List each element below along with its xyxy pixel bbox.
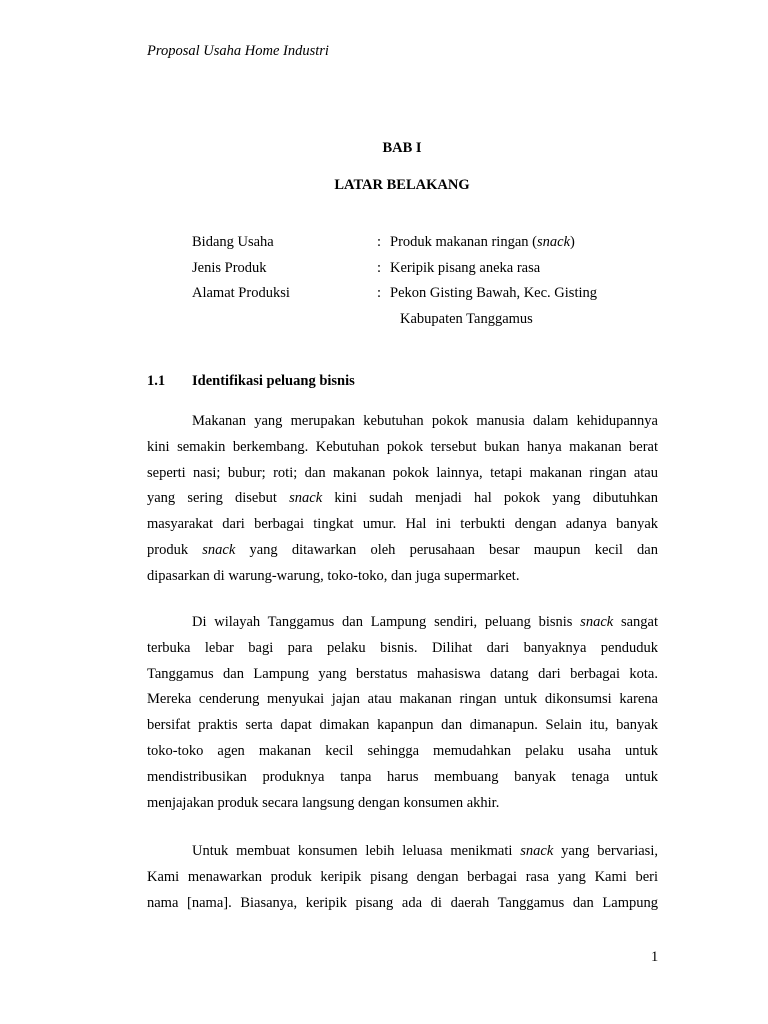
section-number: 1.1 [147, 373, 166, 389]
text-line: Di wilayah Tanggamus dan Lampung sendiri, peluang bisnis snack sangat [192, 614, 658, 630]
text-line: nama [nama]. Biasanya, keripik pisang ada di daerah Tanggamus dan Lampung [147, 894, 658, 911]
text-line: masyarakat dari berbagai tingkat umur. Hal ini terbukti dengan adanya banyak [147, 516, 658, 533]
text-line: terbuka lebar bagi para pelaku bisnis. Dilihat dari banyaknya penduduk [147, 639, 658, 656]
paragraph-3 [147, 841, 658, 918]
section-heading [147, 373, 355, 390]
text-line: seperti nasi; bubur; roti; dan makanan pokok lainnya, tetapi makanan ringan atau [147, 464, 658, 481]
text-line: bersifat praktis serta dapat dimakan kapanpun dan dimanapun. Selain itu, banyak [147, 717, 658, 734]
text-line: kini semakin berkembang. Kebutuhan pokok tersebut bukan hanya makanan berat [147, 438, 658, 455]
paragraph-2 [147, 612, 658, 818]
text-line: dipasarkan di warung-warung, toko-toko, dan juga supermarket. [147, 567, 520, 584]
chapter-number: BAB I [382, 140, 422, 156]
text-line: yang sering disebut snack kini sudah menjadi hal pokok yang dibutuhkan [147, 490, 658, 507]
info-row [192, 259, 597, 285]
text-line: Makanan yang merupakan kebutuhan pokok manusia dalam kehidupannya [192, 413, 658, 429]
info-value: Produk makanan ringan (snack) [390, 234, 575, 250]
text-line: mendistribusikan produknya tanpa harus membuang banyak tenaga untuk [147, 768, 658, 785]
page-number: 1 [651, 949, 659, 965]
info-value: Keripik pisang aneka rasa [390, 259, 541, 276]
text-line: produk snack yang ditawarkan oleh perusahaan besar maupun kecil dan [147, 541, 658, 558]
info-row [192, 233, 597, 259]
info-value-continuation: Kabupaten Tanggamus [400, 310, 533, 327]
text-line: Mereka cenderung menyukai jajan atau makanan ringan untuk dikonsumsi karena [147, 691, 658, 708]
info-value: Pekon Gisting Bawah, Kec. Gisting [390, 285, 598, 302]
info-colon: : [377, 259, 382, 276]
chapter-title: LATAR BELAKANG [334, 177, 470, 193]
running-header: Proposal Usaha Home Industri [147, 43, 329, 59]
info-label: Alamat Produksi [192, 285, 290, 302]
text-line: Kami menawarkan produk keripik pisang dengan berbagai rasa yang Kami beri [147, 868, 658, 885]
info-label: Bidang Usaha [192, 234, 274, 250]
text-line: Tanggamus dan Lampung yang berstatus mahasiswa datang dari berbagai kota. [147, 665, 658, 682]
info-colon: : [377, 285, 382, 302]
info-colon: : [377, 234, 382, 250]
text-line: Untuk membuat konsumen lebih leluasa menikmati snack yang bervariasi, [192, 843, 658, 859]
section-title: Identifikasi peluang bisnis [192, 373, 355, 389]
text-line: menjajakan produk secara langsung dengan konsumen akhir. [147, 794, 500, 811]
business-info [192, 233, 597, 335]
paragraph-1 [147, 411, 658, 592]
info-row [192, 284, 597, 310]
info-label: Jenis Produk [192, 259, 267, 276]
text-line: toko-toko agen makanan kecil sehingga memudahkan pelaku usaha untuk [147, 742, 658, 759]
